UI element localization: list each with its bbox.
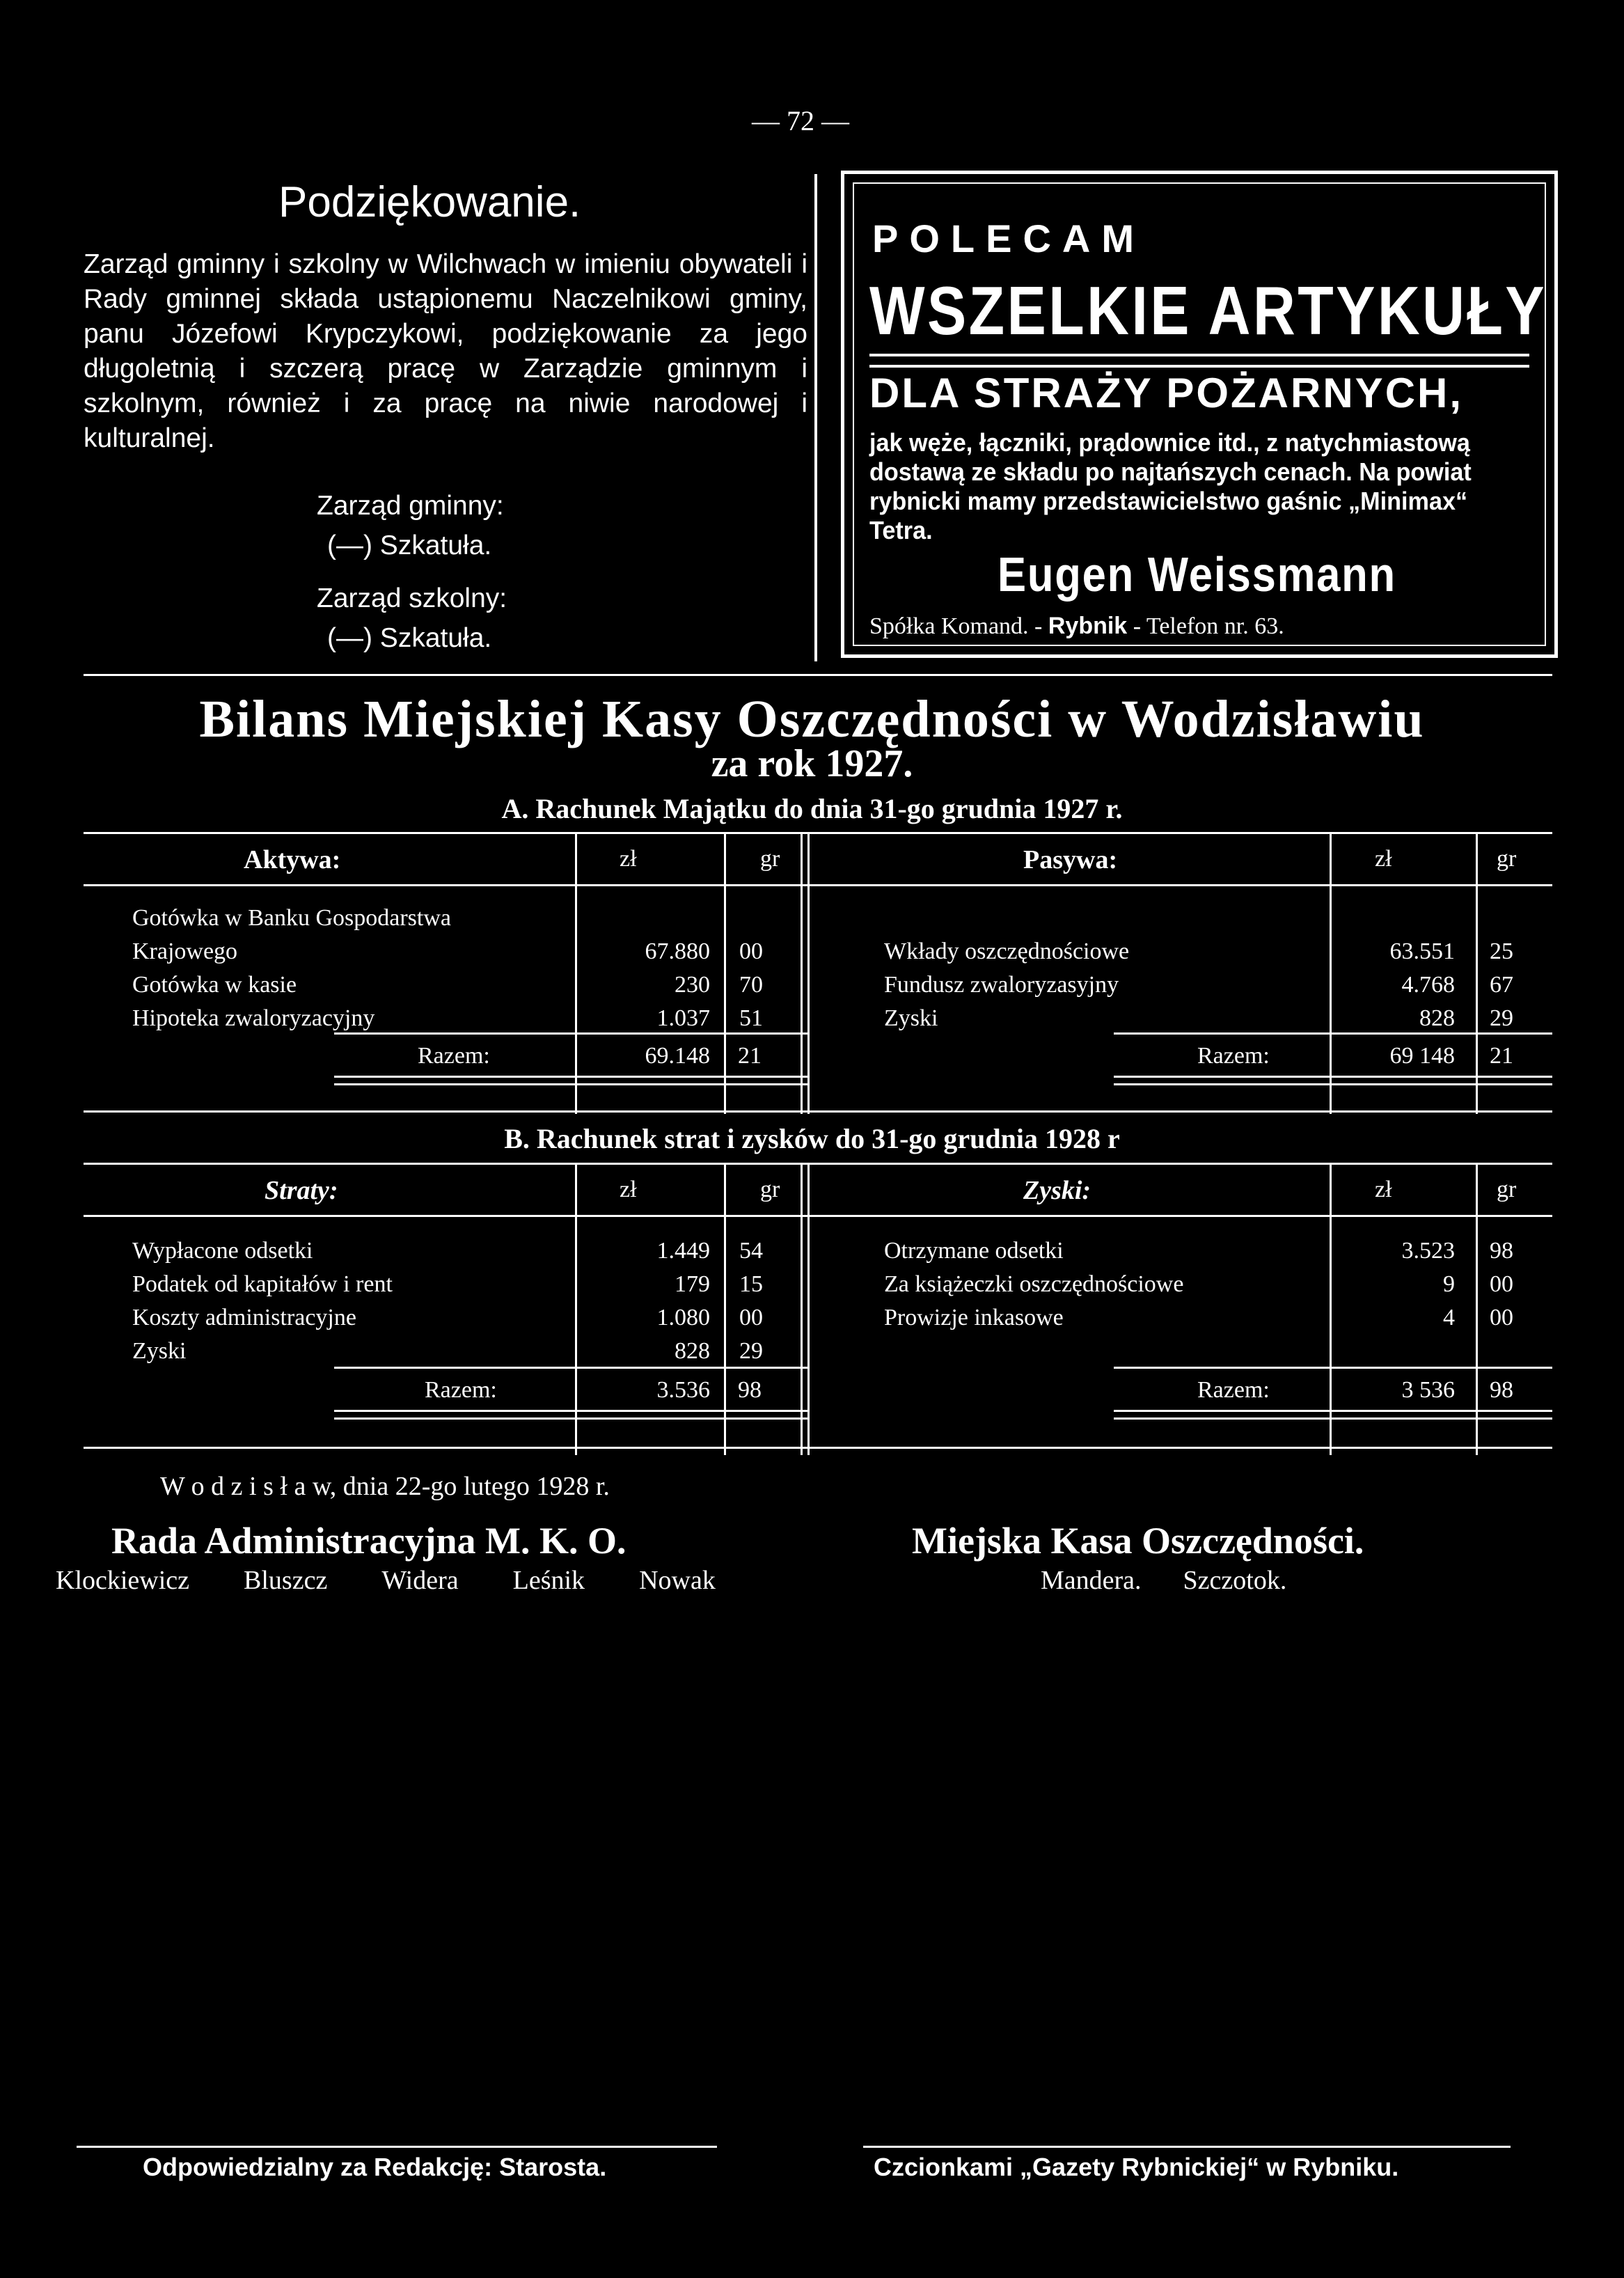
table-row-zl: 4.768 <box>1401 972 1455 998</box>
table-row-gr: 70 <box>739 972 763 998</box>
table-row-label: Wypłacone odsetki <box>132 1238 313 1264</box>
table-b-right-total-zl: 3 536 <box>1401 1377 1455 1403</box>
table-a-left-total-rule <box>334 1032 807 1035</box>
section-b-title: B. Rachunek strat i zysków do 31-go grudnia 1928 r <box>504 1123 1120 1154</box>
table-row-gr: 29 <box>739 1338 763 1364</box>
table-row-gr: 00 <box>1490 1305 1513 1330</box>
table-a-col-line <box>1330 832 1332 1114</box>
thanks-sig1-name: (—) Szkatuła. <box>327 531 492 560</box>
table-row-gr: 25 <box>1490 938 1513 964</box>
table-row-zl: 828 <box>675 1338 710 1364</box>
table-a-col-line <box>1476 832 1478 1114</box>
bank-names <box>1041 1565 1328 1596</box>
table-row-label: Gotówka w Banku Gospodarstwa <box>132 905 451 931</box>
table-a-left-total-label: Razem: <box>418 1043 490 1069</box>
table-row-label: Gotówka w kasie <box>132 972 297 998</box>
ad-address-suffix: - Telefon nr. 63. <box>1127 613 1284 639</box>
table-row-zl: 3.523 <box>1401 1238 1455 1264</box>
table-b-right-total-rule <box>1114 1367 1552 1369</box>
table-b-right-double-rule <box>1114 1410 1552 1420</box>
ad-company-name: Eugen Weissmann <box>998 547 1396 602</box>
ad-address <box>869 613 1284 640</box>
table-a-right-total-rule <box>1114 1032 1552 1035</box>
savings-bank-title: Miejska Kasa Oszczędności. <box>912 1520 1364 1562</box>
board-names <box>56 1565 770 1596</box>
table-row-label: Zyski <box>884 1005 938 1031</box>
table-b-left-zl: zł <box>620 1177 637 1202</box>
ad-body: jak węże, łączniki, prądownice itd., z natychmiastową dostawą ze składu po najtańszych cenach. Na powiat rybnicki mamy przedstawicielstwo gaśnic „Minimax“ Tetra. <box>869 428 1472 544</box>
thanks-sig2-name: (—) Szkatuła. <box>327 623 492 653</box>
table-b-top-rule <box>84 1163 1552 1165</box>
table-row-label: Koszty administracyjne <box>132 1305 356 1330</box>
signatory-name: Mandera. <box>1041 1566 1142 1595</box>
table-row-zl: 63.551 <box>1389 938 1455 964</box>
table-a-right-total-label: Razem: <box>1197 1043 1270 1069</box>
signatory-name: Szczotok. <box>1183 1566 1287 1595</box>
table-a-left-gr: gr <box>760 846 780 872</box>
table-row-label: Prowizje inkasowe <box>884 1305 1064 1330</box>
signatory-name: Klockiewicz <box>56 1566 190 1595</box>
table-row-zl: 1.080 <box>656 1305 710 1330</box>
signatory-name: Nowak <box>639 1566 716 1595</box>
table-row-gr: 00 <box>739 1305 763 1330</box>
footer-right-rule <box>863 2146 1511 2148</box>
thanks-sig2-label: Zarząd szkolny: <box>317 583 507 613</box>
table-b-right-total-gr: 98 <box>1490 1377 1513 1403</box>
table-row-label: Za książeczki oszczędnościowe <box>884 1271 1184 1297</box>
table-row-zl: 230 <box>675 972 710 998</box>
table-a-col-line <box>575 832 577 1114</box>
table-a-bottom-rule <box>84 1110 1552 1113</box>
table-row-gr: 15 <box>739 1271 763 1297</box>
table-b-right-total-label: Razem: <box>1197 1377 1270 1403</box>
table-a-left-total-gr: 21 <box>738 1043 762 1069</box>
table-b-right-zl: zł <box>1375 1177 1392 1202</box>
footer-printer: Czcionkami „Gazety Rybnickiej“ w Rybniku. <box>874 2153 1399 2181</box>
table-row-gr: 29 <box>1490 1005 1513 1031</box>
advertisement <box>841 171 1558 658</box>
table-row-label: Podatek od kapitałów i rent <box>132 1271 393 1297</box>
footer-left-rule <box>77 2146 717 2148</box>
table-a-col-line <box>801 832 803 1114</box>
section-a-title: A. Rachunek Majątku do dnia 31-go grudnia 1927 r. <box>501 793 1123 824</box>
column-divider <box>814 174 817 661</box>
thanks-title: Podziękowanie. <box>278 178 581 226</box>
ad-headline: WSZELKIE ARTYKUŁY <box>869 272 1547 349</box>
balance-subtitle: za rok 1927. <box>711 742 913 785</box>
signatory-name: Leśnik <box>512 1566 585 1595</box>
table-row-zl: 1.037 <box>656 1005 710 1031</box>
table-a-right-double-rule <box>1114 1076 1552 1085</box>
table-row-zl: 1.449 <box>656 1238 710 1264</box>
thanks-sig1-label: Zarząd gminny: <box>317 491 504 521</box>
table-a-header-rule <box>84 884 1552 886</box>
table-a-right-zl: zł <box>1375 846 1392 872</box>
table-row-zl: 4 <box>1443 1305 1455 1330</box>
table-a-top-rule <box>84 832 1552 834</box>
table-b-col-line <box>807 1163 810 1455</box>
table-row-zl: 828 <box>1419 1005 1455 1031</box>
table-b-header-rule <box>84 1215 1552 1217</box>
page-number: — 72 — <box>752 105 849 136</box>
table-row-zl: 9 <box>1443 1271 1455 1297</box>
table-b-left-header: Straty: <box>265 1176 338 1205</box>
table-row-gr: 51 <box>739 1005 763 1031</box>
table-a-left-zl: zł <box>620 846 637 872</box>
table-row-gr: 54 <box>739 1238 763 1264</box>
table-row-label: Krajowego <box>132 938 238 964</box>
table-row-gr: 67 <box>1490 972 1513 998</box>
table-b-left-total-zl: 3.536 <box>656 1377 710 1403</box>
thanks-body: Zarząd gminny i szkolny w Wilchwach w imieniu obywateli i Rady gminnej składa ustąpionemu Naczelnikowi gminy, panu Józefowi Krypczykowi, podziękowanie za jego długoletnią i szczerą pracę w Zarządzie gminnym i szkolnym, również i za pracę na niwie narodowej i kulturalnej. <box>84 249 807 453</box>
board-title: Rada Administracyjna M. K. O. <box>111 1520 626 1562</box>
table-row-label: Hipoteka zwaloryzacyjny <box>132 1005 375 1031</box>
table-b-left-total-gr: 98 <box>738 1377 762 1403</box>
ad-polecam: POLECAM <box>872 217 1145 260</box>
section-rule <box>84 674 1552 676</box>
table-a-right-total-zl: 69 148 <box>1389 1043 1455 1069</box>
table-b-left-total-label: Razem: <box>425 1377 497 1403</box>
table-b-left-double-rule <box>334 1410 807 1420</box>
table-row-zl: 179 <box>675 1271 710 1297</box>
table-a-col-line <box>807 832 810 1114</box>
ad-address-city: Rybnik <box>1048 613 1128 639</box>
place-date: W o d z i s ł a w, dnia 22-go lutego 1928 r. <box>160 1472 610 1501</box>
table-b-left-gr: gr <box>760 1177 780 1202</box>
table-a-col-line <box>724 832 726 1114</box>
table-b-left-total-rule <box>334 1367 807 1369</box>
table-row-gr: 98 <box>1490 1238 1513 1264</box>
ad-double-rule <box>869 354 1529 368</box>
table-row-label: Fundusz zwaloryzasyjny <box>884 972 1119 998</box>
table-a-right-header: Pasywa: <box>1023 845 1118 874</box>
table-a-left-header: Aktywa: <box>244 845 341 874</box>
table-row-label: Zyski <box>132 1338 187 1364</box>
table-a-left-total-zl: 69.148 <box>645 1043 710 1069</box>
table-a-right-gr: gr <box>1497 846 1517 872</box>
table-b-right-header: Zyski: <box>1023 1176 1091 1205</box>
ad-address-prefix: Spółka Komand. - <box>869 613 1048 639</box>
table-b-right-gr: gr <box>1497 1177 1517 1202</box>
ad-subline: DLA STRAŻY POŻARNYCH, <box>869 370 1464 416</box>
footer-editor: Odpowiedzialny za Redakcję: Starosta. <box>143 2153 607 2181</box>
balance-title: Bilans Miejskiej Kasy Oszczędności w Wodzisławiu <box>199 690 1425 748</box>
table-a-right-total-gr: 21 <box>1490 1043 1513 1069</box>
signatory-name: Bluszcz <box>244 1566 328 1595</box>
table-row-zl: 67.880 <box>645 938 710 964</box>
table-b-bottom-rule <box>84 1447 1552 1449</box>
signatory-name: Widera <box>381 1566 459 1595</box>
table-row-label: Wkłady oszczędnościowe <box>884 938 1130 964</box>
table-row-gr: 00 <box>1490 1271 1513 1297</box>
table-a-left-double-rule <box>334 1076 807 1085</box>
table-row-label: Otrzymane odsetki <box>884 1238 1064 1264</box>
table-row-gr: 00 <box>739 938 763 964</box>
